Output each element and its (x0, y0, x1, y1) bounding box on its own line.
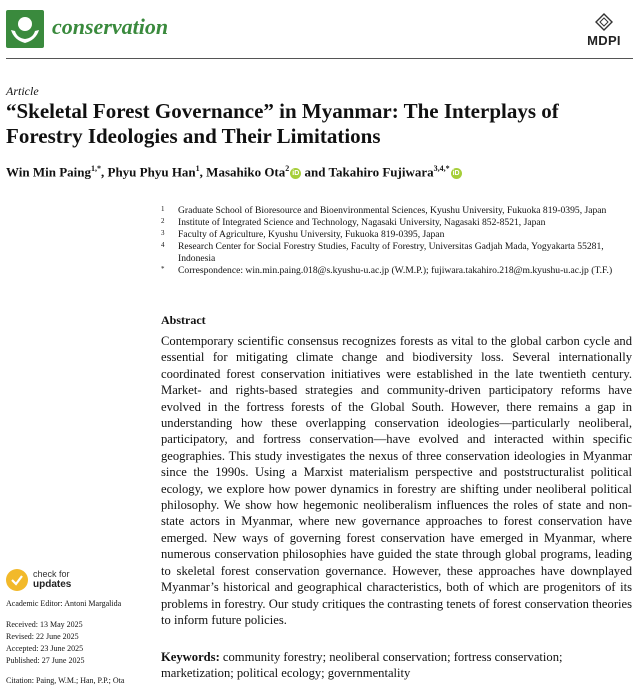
citation-line: Citation: Paing, W.M.; Han, P.P.; Ota (6, 676, 125, 685)
article-title: “Skeletal Forest Governance” in Myanmar: The Interplays of Forestry Ideologies and Their Limitations (6, 99, 559, 148)
keywords (161, 649, 632, 681)
mdpi-emblem-icon (578, 12, 630, 32)
article-type: Article (6, 84, 39, 98)
affiliation-text: Faculty of Agriculture, Kyushu University, Fukuoka 819-0395, Japan (178, 229, 445, 240)
affiliations (161, 205, 631, 277)
academic-editor: Academic Editor: Antoni Margalida (6, 599, 122, 608)
author-name[interactable]: Win Min Paing (6, 164, 92, 180)
publisher-name: MDPI (587, 33, 621, 48)
affiliation-text: Institute of Integrated Science and Technology, Nagasaki University, Nagasaki 852-8521, Japan (178, 217, 546, 228)
author-affiliation-mark: 1 (195, 164, 200, 173)
affiliation-text: Research Center for Social Forestry Studies, Faculty of Forestry, Universitas Gadjah Mada, Yogyakarta 55281, Indonesia (178, 241, 604, 264)
author-name[interactable]: Takahiro Fujiwara (328, 164, 434, 180)
journal-logo (6, 10, 44, 48)
journal-name[interactable]: conservation (52, 14, 169, 39)
header-divider (6, 58, 633, 59)
check-updates-line2: updates (33, 579, 72, 590)
author-list (6, 164, 462, 180)
check-updates-icon (6, 569, 28, 591)
author-separator: , (199, 164, 207, 180)
keywords-label: Keywords: (161, 650, 220, 664)
hands-globe-icon (6, 10, 44, 48)
correspondence[interactable] (161, 265, 631, 277)
affiliation-number: 4 (161, 241, 165, 249)
publisher-logo[interactable] (578, 12, 630, 48)
author-name[interactable]: Phyu Phyu Han (107, 164, 196, 180)
author-affiliation-mark: 1,* (91, 164, 102, 173)
orcid-icon[interactable]: iD (452, 170, 460, 178)
accepted-date: Accepted: 23 June 2025 (6, 644, 84, 653)
affiliation-item (161, 241, 631, 265)
check-for-updates-button[interactable] (6, 567, 96, 595)
correspondence-mark: * (161, 265, 165, 273)
affiliation-number: 2 (161, 217, 165, 225)
author-affiliation-mark: 2 (285, 164, 290, 173)
author-separator: and (301, 164, 329, 180)
affiliation-item (161, 229, 631, 241)
author-name[interactable]: Masahiko Ota (206, 164, 286, 180)
correspondence-text[interactable]: Correspondence: win.min.paing.018@s.kyushu-u.ac.jp (W.M.P.); fujiwara.takahiro.218@m.kyushu-u.ac.jp (T.F.) (178, 265, 613, 276)
revised-date: Revised: 22 June 2025 (6, 632, 79, 641)
author-affiliation-mark: 3,4,* (433, 164, 450, 173)
affiliation-text: Graduate School of Bioresource and Bioenvironmental Sciences, Kyushu University, Fukuoka 819-0395, Japan (178, 205, 607, 216)
abstract-heading: Abstract (161, 313, 206, 327)
affiliation-number: 1 (161, 205, 165, 213)
author-separator: , (101, 164, 108, 180)
abstract-body: Contemporary scientific consensus recognizes forests as vital to the global carbon cycle and essential for mitigating climate change and biodiversity loss. Several internationally coordinated forest conservation initiatives were established in the late twentieth century. Market- and rights-based strategies and community-driven participatory reforms have evolved in the fortress forests of the Global South. However, there remains a gap in understanding how these overlapping conservation ideologies—particularly neoliberal, participatory, and fortress conservation—have evolved and interacted within specific geographies. This study investigates the nexus of three conservation ideologies in Myanmar since the 1990s. Using a Marxist materialism perspective and poststructuralist political ecology, we explore how power dynamics in forestry are shifting under neoliberal political philosophy. We show how hegemonic neoliberalism influences the roles of state and non-state actors in Myanmar, where new governance approaches to forest conservation have emerged. New ways of governing forest conservation have emerged in Myanmar, where numerous conservation philosophies have guided the state through global programs, leading to skeletal forest conservation governance. However, these approaches have downplayed Myanmar’s historical and geographical characteristics, both of which are progenitors of its problems in forestry. Our study critiques the contrasting tenets of forest conservation theories to inform future policies. (161, 334, 632, 627)
received-date: Received: 13 May 2025 (6, 620, 83, 629)
orcid-icon[interactable]: iD (292, 170, 300, 178)
check-updates-line1: check for (33, 569, 70, 579)
affiliation-item (161, 217, 631, 229)
keywords-text: community forestry; neoliberal conservation; fortress conservation; marketization; political ecology; governmentality (161, 650, 563, 680)
published-date: Published: 27 June 2025 (6, 656, 85, 665)
article-info-sidebar (6, 598, 156, 667)
affiliation-item (161, 205, 631, 217)
check-updates-text (33, 569, 71, 590)
affiliation-number: 3 (161, 229, 165, 237)
